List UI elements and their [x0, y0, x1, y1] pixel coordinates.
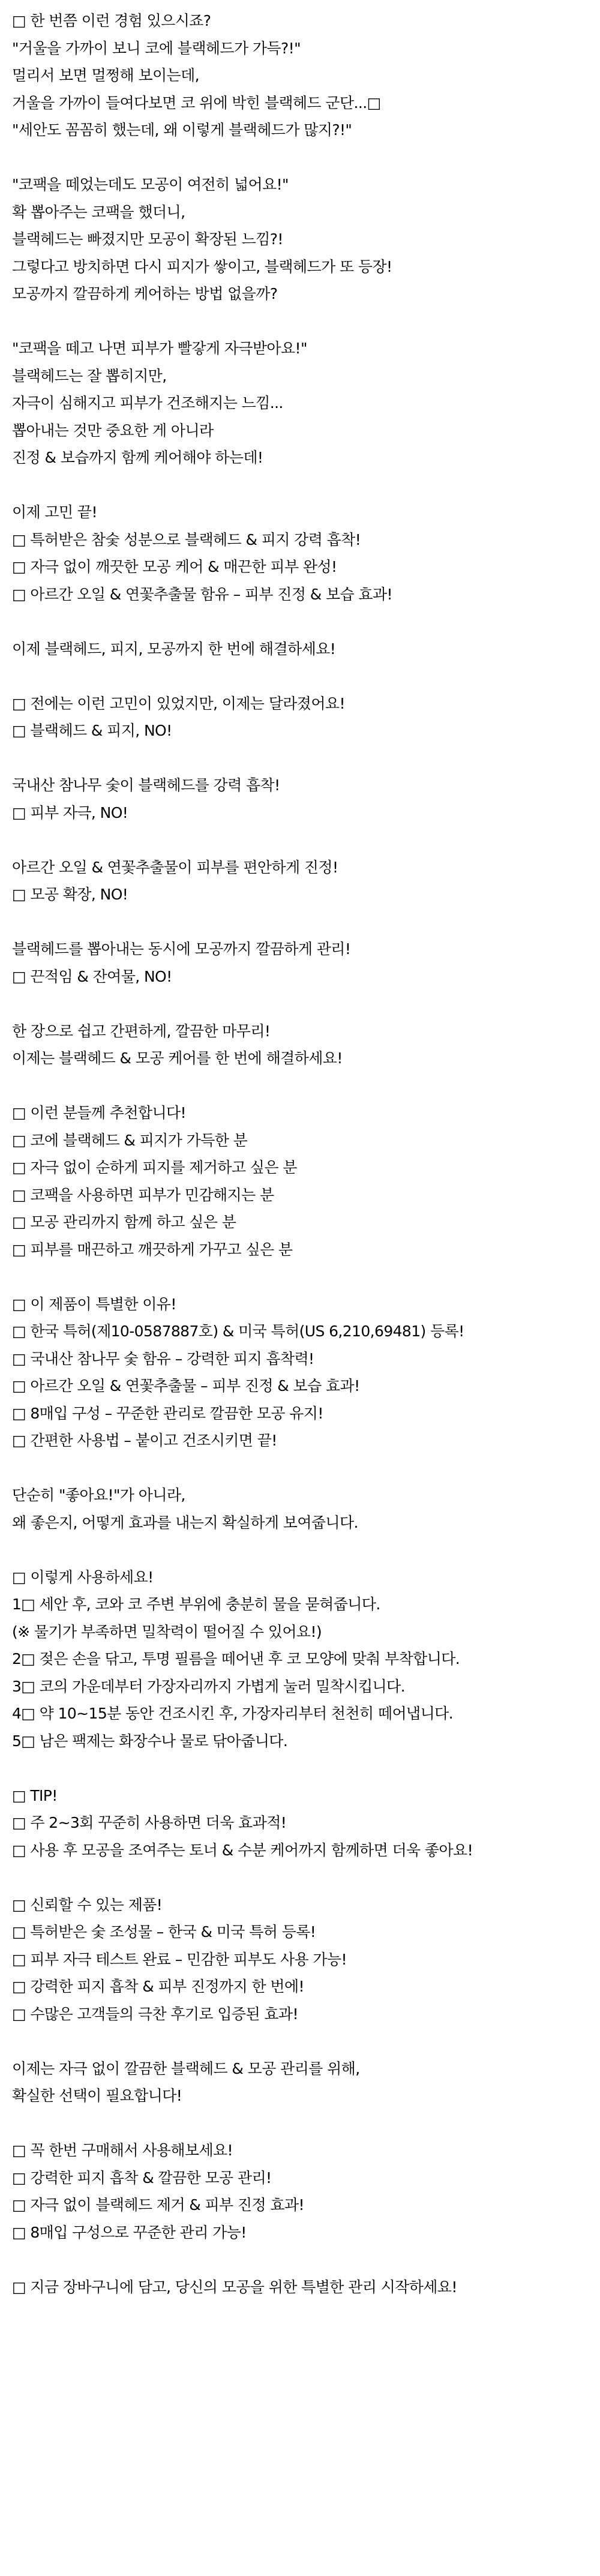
paragraph-gap — [12, 1455, 600, 1482]
text-line: □ 모공 관리까지 함께 하고 싶은 분 — [12, 1213, 236, 1231]
text-line: 멀리서 보면 멀쩡해 보이는데, — [12, 67, 199, 84]
text-line: □ 신뢰할 수 있는 제품! — [12, 1896, 163, 1914]
paragraph-gap — [12, 1864, 600, 1891]
paragraph-gap — [12, 1755, 600, 1782]
text-line: "코팩을 떼고 나면 피부가 빨갛게 자극받아요!" — [12, 340, 307, 357]
paragraph-gap — [12, 990, 600, 1018]
paragraph-gap — [12, 144, 600, 172]
text-line: 그렇다고 방치하면 다시 피지가 쌓이고, 블랙헤드가 또 등장! — [12, 257, 392, 275]
paragraph-gap — [12, 745, 600, 772]
text-line: 모공까지 깔끔하게 케어하는 방법 없을까? — [12, 285, 278, 302]
text-line: □ 8매입 구성 – 꾸준한 관리로 깔끔한 모공 유지! — [12, 1404, 323, 1422]
text-line: □ 이런 분들께 추천합니다! — [12, 1104, 186, 1121]
paragraph-gap — [12, 908, 600, 936]
text-line: □ 주 2~3회 꾸준히 사용하면 더욱 효과적! — [12, 1814, 287, 1831]
text-line: (※ 물기가 부족하면 밀착력이 떨어질 수 있어요!) — [12, 1623, 322, 1641]
paragraph-gap — [12, 608, 600, 635]
text-line: □ 자극 없이 깨끗한 모공 케어 & 매끈한 피부 완성! — [12, 558, 337, 575]
text-line: 국내산 참나무 숯이 블랙헤드를 강력 흡착! — [12, 776, 280, 794]
paragraph-gap — [12, 1263, 600, 1291]
text-line: "세안도 꼼꼼히 했는데, 왜 이렇게 블랙헤드가 많지?!" — [12, 121, 352, 139]
text-line: □ 사용 후 모공을 조여주는 토너 & 수분 케어까지 함께하면 더욱 좋아요! — [12, 1841, 473, 1859]
text-line: □ 꼭 한번 구매해서 사용해보세요! — [12, 2142, 233, 2159]
text-line: 블랙헤드는 잘 뽑히지만, — [12, 367, 167, 385]
text-line: □ 자극 없이 순하게 피지를 제거하고 싶은 분 — [12, 1159, 297, 1176]
text-line: 왜 좋은지, 어떻게 효과를 내는지 확실하게 보여줍니다. — [12, 1513, 358, 1531]
text-line: 거울을 가까이 들여다보면 코 위에 박힌 블랙헤드 군단...□ — [12, 94, 381, 112]
text-line: 진정 & 보습까지 함께 케어해야 하는데! — [12, 449, 263, 466]
text-line: 3□ 코의 가운데부터 가장자리까지 가볍게 눌러 밀착시킵니다. — [12, 1677, 405, 1695]
text-line: □ 끈적임 & 잔여물, NO! — [12, 967, 172, 985]
paragraph-gap — [12, 308, 600, 335]
text-line: 확 뽑아주는 코팩을 했더니, — [12, 203, 185, 221]
paragraph-gap — [12, 2028, 600, 2055]
text-line: 1□ 세안 후, 코와 코 주변 부위에 충분히 물을 묻혀줍니다. — [12, 1596, 380, 1613]
text-line: 이제는 블랙헤드 & 모공 케어를 한 번에 해결하세요! — [12, 1049, 343, 1067]
text-line: □ 이 제품이 특별한 이유! — [12, 1295, 176, 1313]
text-line: 자극이 심해지고 피부가 건조해지는 느낌... — [12, 394, 283, 412]
text-line: □ 아르간 오일 & 연꽃추출물 함유 – 피부 진정 & 보습 효과! — [12, 585, 392, 603]
text-line: 블랙헤드는 빠졌지만 모공이 확장된 느낌?! — [12, 230, 283, 248]
text-line: □ 지금 장바구니에 담고, 당신의 모공을 위한 특별한 관리 시작하세요! — [12, 2278, 457, 2296]
text-line: □ 수많은 고객들의 극찬 후기로 입증된 효과! — [12, 2005, 298, 2023]
text-line: □ 간편한 사용법 – 붙이고 건조시키면 끝! — [12, 1432, 277, 1449]
paragraph-gap — [12, 2246, 600, 2274]
text-line: □ 피부 자극, NO! — [12, 803, 128, 821]
paragraph-gap — [12, 472, 600, 499]
text-line: 이제 블랙헤드, 피지, 모공까지 한 번에 해결하세요! — [12, 640, 336, 658]
text-line: □ 코팩을 사용하면 피부가 민감해지는 분 — [12, 1186, 274, 1204]
text-line: 블랙헤드를 뽑아내는 동시에 모공까지 깔끔하게 관리! — [12, 940, 351, 958]
text-line: □ 강력한 피지 흡착 & 피부 진정까지 한 번에! — [12, 1978, 304, 1995]
text-line: □ 이렇게 사용하세요! — [12, 1568, 154, 1586]
text-line: 단순히 "좋아요!"가 아니라, — [12, 1486, 185, 1504]
text-line: □ 강력한 피지 흡착 & 깔끔한 모공 관리! — [12, 2169, 272, 2187]
paragraph-gap — [12, 1536, 600, 1564]
text-line: "거울을 가까이 보니 코에 블랙헤드가 가득?!" — [12, 39, 301, 57]
text-line: 아르간 오일 & 연꽃추출물이 피부를 편안하게 진정! — [12, 858, 338, 876]
text-line: □ 코에 블랙헤드 & 피지가 가득한 분 — [12, 1131, 248, 1149]
text-line: □ 특허받은 참숯 성분으로 블랙헤드 & 피지 강력 흡착! — [12, 530, 361, 548]
text-line: 한 장으로 쉽고 간편하게, 깔끔한 마무리! — [12, 1022, 271, 1040]
text-line: □ TIP! — [12, 1786, 58, 1804]
text-line: 이제는 자극 없이 깔끔한 블랙헤드 & 모공 관리를 위해, — [12, 2059, 360, 2077]
text-line: □ 국내산 참나무 숯 함유 – 강력한 피지 흡착력! — [12, 1350, 314, 1368]
text-line: "코팩을 떼었는데도 모공이 여전히 넓어요!" — [12, 176, 289, 193]
text-line: □ 특허받은 숯 조성물 – 한국 & 미국 특허 등록! — [12, 1923, 316, 1941]
text-line: □ 아르간 오일 & 연꽃추출물 – 피부 진정 & 보습 효과! — [12, 1377, 360, 1395]
paragraph-gap — [12, 826, 600, 854]
text-line: 5□ 남은 팩제는 화장수나 물로 닦아줍니다. — [12, 1732, 288, 1750]
paragraph-gap — [12, 1072, 600, 1100]
text-line: □ 전에는 이런 고민이 있었지만, 이제는 달라졌어요! — [12, 694, 345, 712]
text-line: 이제 고민 끝! — [12, 503, 97, 521]
text-line: □ 블랙헤드 & 피지, NO! — [12, 722, 172, 739]
text-line: □ 피부를 매끈하고 깨끗하게 가꾸고 싶은 분 — [12, 1240, 293, 1258]
text-line: □ 8매입 구성으로 꾸준한 관리 가능! — [12, 2223, 247, 2241]
text-line: 확실한 선택이 필요합니다! — [12, 2087, 182, 2104]
text-line: □ 모공 확장, NO! — [12, 886, 128, 903]
text-line: □ 피부 자극 테스트 완료 – 민감한 피부도 사용 가능! — [12, 1950, 347, 1968]
text-line: □ 한국 특허(제10-0587887호) & 미국 특허(US 6,210,69481) 등록! — [12, 1323, 464, 1340]
paragraph-gap — [12, 2110, 600, 2137]
paragraph-gap — [12, 662, 600, 690]
text-line: 2□ 젖은 손을 닦고, 투명 필름을 떼어낸 후 코 모양에 맞춰 부착합니다. — [12, 1650, 460, 1668]
text-line: □ 자극 없이 블랙헤드 제거 & 피부 진정 효과! — [12, 2196, 304, 2214]
text-line: 4□ 약 10~15분 동안 건조시킨 후, 가장자리부터 천천히 떼어냅니다. — [12, 1705, 454, 1722]
text-line: □ 한 번쯤 이런 경험 있으시죠? — [12, 12, 211, 29]
text-line: 뽑아내는 것만 중요한 게 아니라 — [12, 421, 214, 439]
